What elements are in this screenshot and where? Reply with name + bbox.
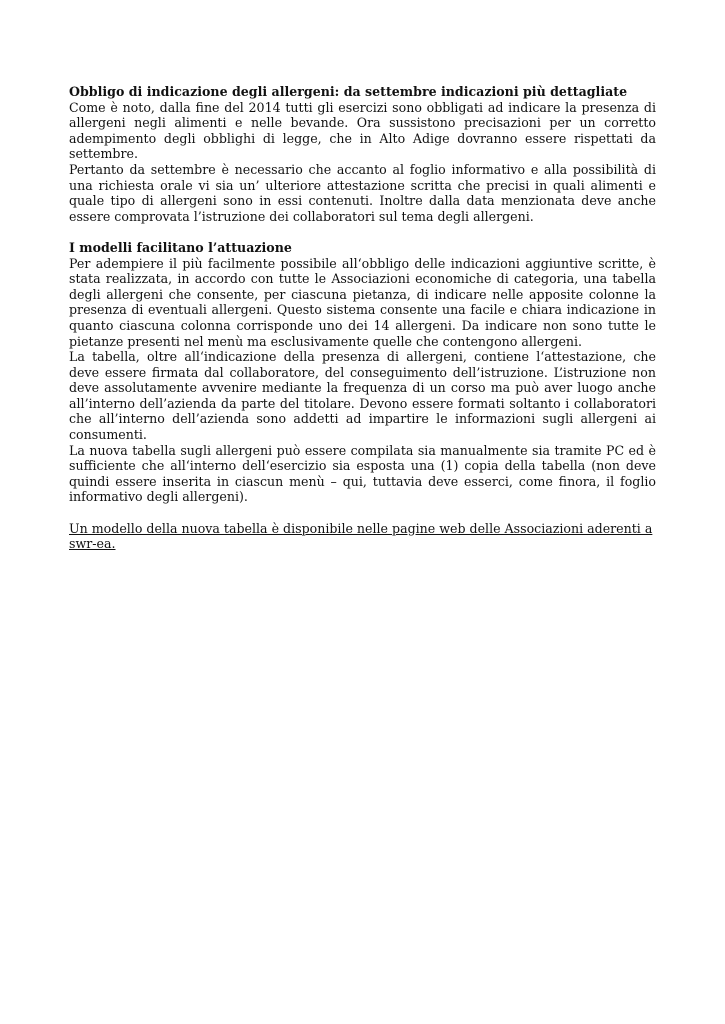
paragraph: Per adempiere il più facilmente possibile all‘obbligo delle indicazioni aggiuntive scritte, è stata realizzata, in accordo con tutte le Associazioni economiche di categoria, una tabella degli allergeni che consente, per ciascuna pietanza, di indicare nelle apposite colonne la presenza di eventuali allergeni. Questo sistema consente una facile e chiara indicazione in quanto ciascuna colonna corrisponde uno dei 14 allergeni. Da indicare non sono tutte le pietanze presenti nel menù ma esclusivamente quelle che contengono allergeni. xyxy=(69,255,656,349)
paragraph: Pertanto da settembre è necessario che accanto al foglio informativo e alla possibilità di una richiesta orale vi sia un’ ulteriore attestazione scritta che precisi in quali alimenti e quale tipo di allergeni sono in essi contenuti. Inoltre dalla data menzionata deve anche essere comprovata l’istruzione dei collaboratori sul tema degli allergeni. xyxy=(69,161,656,224)
section-heading-models: I modelli facilitano l’attuazione xyxy=(69,239,292,255)
paragraph: La nuova tabella sugli allergeni può essere compilata sia manualmente sia tramite PC ed è sufficiente che all‘interno dell‘esercizio sia esposta una (1) copia della tabella (non deve quindi essere inserita in ciascun menù – qui, tuttavia deve esserci, come finora, il foglio informativo degli allergeni). xyxy=(69,442,656,505)
section-heading-allergen-obligation: Obbligo di indicazione degli allergeni: da settembre indicazioni più dettagliate xyxy=(69,84,628,99)
spacer xyxy=(69,224,656,240)
closing-note: Un modello della nuova tabella è disponibile nelle pagine web delle Associazioni aderenti a swr-ea. xyxy=(69,520,653,552)
spacer xyxy=(69,505,656,521)
document-page xyxy=(69,84,656,552)
paragraph: La tabella, oltre all‘indicazione della presenza di allergeni, contiene l‘attestazione, che deve essere firmata dal collaboratore, del conseguimento dell’istruzione. L’istruzione non deve assolutamente avvenire mediante la frequenza di un corso ma può aver luogo anche all’interno dell’azienda da parte del titolare. Devono essere formati soltanto i collaboratori che all’interno dell’azienda sono addetti ad impartire le informazioni sugli allergeni ai consumenti. xyxy=(69,349,656,443)
paragraph: Come è noto, dalla fine del 2014 tutti gli esercizi sono obbligati ad indicare la presenza di allergeni negli alimenti e nelle bevande. Ora sussistono precisazioni per un corretto adempimento degli obblighi di legge, che in Alto Adige dovranno essere rispettati da settembre. xyxy=(69,99,656,162)
